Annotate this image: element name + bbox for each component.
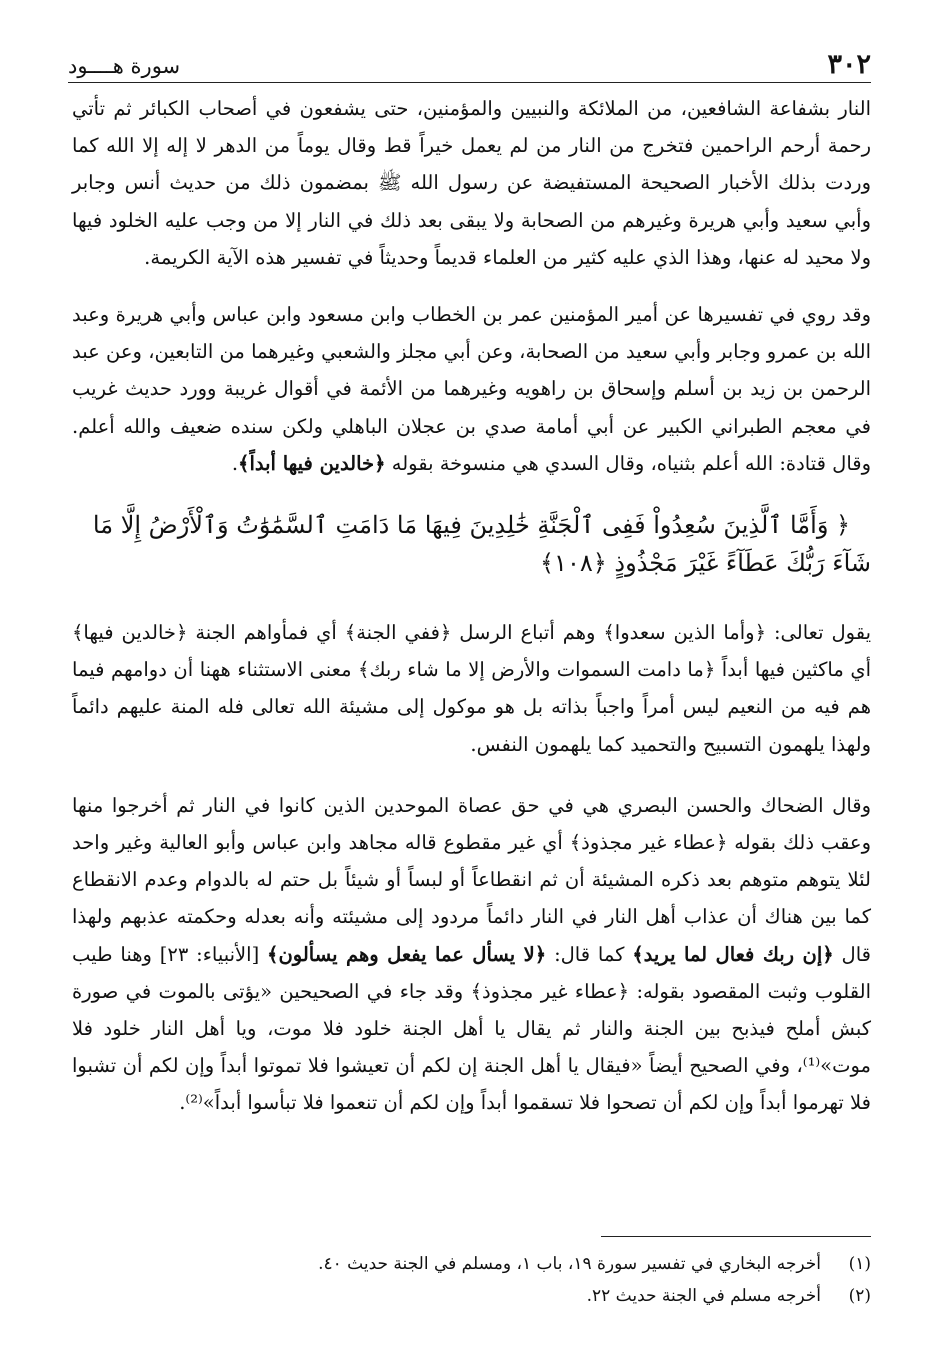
paragraph-4-part-a: وقال الضحاك والحسن البصري هي في حق عصاة الموحدين الذين كانوا في النار ثم أخرجوا منها وعقب ذلك بقوله ﴿عطاء غير مجذوذ﴾ أي غير مقطوع قاله مجاهد وابن عباس وأبو العالية وغير واحد لئلا يتوهم متوهم بعد ذكره المشيئة أن ثم انقطاعاً أو لبساً أو شيئاً بل حتم له بالدوام وعدم الانقطاع كما بين هناك أن عذاب أهل النار في النار دائماً مردود إلى مشيئته وأنه بعدله وحكمته عذبهم ولهذا قال xyxy=(72,793,871,966)
paragraph-2-end: . xyxy=(231,451,239,475)
paragraph-4-part-c: كما قال: xyxy=(554,942,625,966)
paragraph-2-text: وقد روي في تفسيرها عن أمير المؤمنين عمر بن الخطاب وابن مسعود وابن عباس وأبي هريرة وعبد الله بن عمرو وجابر وأبي سعيد من الصحابة، وعن أبي مجلز والشعبي وغيرهما من التابعين، وعن عبد الرحمن بن زيد بن أسلم وإسحاق بن راهويه وغيرهما من الأئمة في أقوال غريبة وورد حديث غريب في معجم الطبراني الكبير عن أبي أمامة صدي بن عجلان الباهلي ولكن سنده ضعيف والله أعلم. وقال قتادة: الله أعلم بثنياه، وقال السدي هي منسوخة بقوله xyxy=(72,303,871,475)
paragraph-1: النار بشفاعة الشافعين، من الملائكة والنبيين والمؤمنين، حتى يشفعون في أصحاب الكبائر ثم تأتي رحمة أرحم الراحمين فتخرج من النار من لم يعمل خيراً قط وقال يوماً من الدهر لا إله إلا الله كما وردت بذلك الأخبار الصحيحة المستفيضة عن رسول الله ﷺ بمضمون ذلك من حديث أنس وجابر وأبي سعيد وأبي هريرة وغيرهم من الصحابة ولا يبقى بعد ذلك في النار إلا من وجب عليه الخلود فيها ولا محيد له عنها، وهذا الذي عليه كثير من العلماء قديماً وحديثاً في تفسير هذه الآية الكريمة. xyxy=(72,97,871,269)
footnote-text: أخرجه مسلم في الجنة حديث ٢٢. xyxy=(586,1286,821,1306)
footnote-1 xyxy=(72,1248,871,1280)
paragraph-3: يقول تعالى: ﴿وأما الذين سعدوا﴾ وهم أتباع الرسل ﴿ففي الجنة﴾ أي فمأواهم الجنة ﴿خالدين فيها﴾ أي ماكثين فيها أبداً ﴿ما دامت السموات والأرض إلا ما شاء ربك﴾ معنى الاستثناء ههنا أن دوامهم فيما هم فيه من النعيم ليس أمراً واجباً بذاته بل هو موكول إلى مشيئة الله تعالى فله المنة عليهم دائماً ولهذا يلهمون التسبيح والتحميد كما يلهمون النفس. xyxy=(72,621,871,756)
paragraph-4 xyxy=(72,787,871,1122)
quran-quote: ﴿خالدين فيها أبداً﴾ xyxy=(238,451,386,475)
page-number: ٣٠٢ xyxy=(827,49,871,80)
paragraph-2 xyxy=(72,296,871,482)
paragraph-4-part-e: [الأنبياء: ٢٣] وهنا طيب القلوب وثبت المقصود بقوله: ﴿عطاء غير مجذوذ﴾ وقد جاء في الصحيحين «يؤتى بالموت في صورة كبش أملح فيذبح بين الجنة والنار ثم يقال يا أهل الجنة خلود فلا موت، ويا أهل النار خلود فلا موت»⁽¹⁾، وفي الصحيح أيضاً «فيقال يا أهل الجنة إن لكم أن تعيشوا فلا تموتوا أبداً وإن لكم أن تشبوا فلا تهرموا أبداً وإن لكم أن تصحوا فلا تسقموا أبداً وإن لكم أن تنعموا فلا تبأسوا أبداً»⁽²⁾. xyxy=(72,942,871,1115)
footnotes xyxy=(72,1248,871,1312)
page-header xyxy=(68,42,871,83)
footnote-divider xyxy=(601,1236,871,1237)
footnote-number: (٢) xyxy=(848,1286,871,1306)
quran-quote: ﴿لا يسأل عما يفعل وهم يسألون﴾ xyxy=(267,942,547,966)
footnote-number: (١) xyxy=(848,1254,871,1274)
quran-verse: ﴿ وَأَمَّا ٱلَّذِينَ سُعِدُواْ فَفِى ٱلْجَنَّةِ خَٰلِدِينَ فِيهَا مَا دَامَتِ ٱلسَّمَٰوَٰتُ وَٱلْأَرْضُ إِلَّا مَا شَآءَ رَبُّكَ عَطَآءً غَيْرَ مَجْذُوذٍ ﴿١٠٨﴾ xyxy=(92,511,871,578)
main-text xyxy=(72,90,871,1146)
quran-quote: ﴿إن ربك فعال لما يريد﴾ xyxy=(632,942,834,966)
footnote-2 xyxy=(72,1280,871,1312)
surah-title: سورة هــــود xyxy=(68,54,181,78)
footnote-text: أخرجه البخاري في تفسير سورة ١٩، باب ١، ومسلم في الجنة حديث ٤٠. xyxy=(318,1254,821,1274)
